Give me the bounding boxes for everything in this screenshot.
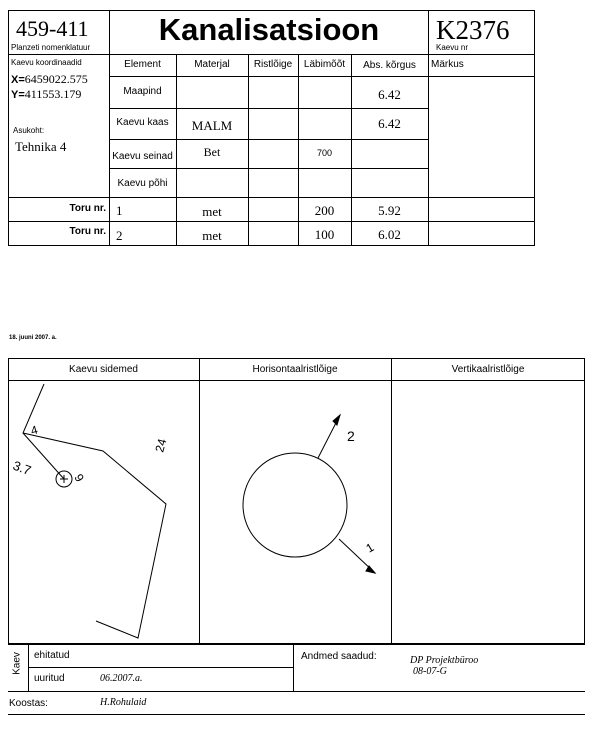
sketch-label: 4 — [29, 422, 40, 438]
row-element: Kaevu kaas — [116, 117, 169, 128]
pipe-number: 1 — [116, 203, 123, 218]
row-height: 6.42 — [378, 87, 401, 102]
sketch-label: 24 — [152, 437, 170, 454]
compiled-value: H.Rohulaid — [100, 697, 147, 708]
col-header-material: Materjal — [194, 59, 230, 70]
pipe-number: 2 — [116, 228, 123, 243]
source-value-line2: 08-07-G — [413, 666, 447, 677]
location-label: Asukoht: — [13, 126, 45, 135]
page-title: Kanalisatsioon — [158, 12, 380, 47]
well-number-value: K2376 — [436, 15, 510, 45]
surveyed-label: uuritud — [34, 673, 65, 684]
well-side-label: Kaev — [11, 652, 23, 675]
pipe-label: Toru nr. — [69, 226, 106, 237]
row-height: 6.42 — [378, 116, 401, 131]
pipe-label: Toru nr. — [69, 203, 106, 214]
row-element: Kaevu seinad — [112, 151, 173, 162]
coordinates-label: Kaevu koordinaadid — [11, 58, 82, 67]
pipe-diameter: 100 — [314, 227, 335, 242]
panel-title-vertical: Vertikaalristlõige — [451, 364, 525, 375]
well-circle — [243, 453, 347, 557]
built-label: ehitatud — [34, 650, 70, 661]
row-material: Bet — [203, 145, 221, 159]
nomenclature-label: Planzeti nomenklatuur — [11, 43, 91, 52]
nomenclature-value: 459-411 — [16, 16, 89, 41]
connections-sketch — [8, 381, 199, 643]
source-label: Andmed saadud: — [301, 651, 377, 662]
col-header-element: Element — [124, 59, 161, 70]
pipe-diameter: 200 — [314, 203, 335, 218]
pipe-height: 6.02 — [378, 227, 401, 242]
col-header-cross-section: Ristlõige — [253, 59, 293, 70]
sketch-label: 3.7 — [10, 457, 34, 479]
col-header-notes: Märkus — [431, 59, 464, 70]
row-material: MALM — [191, 118, 233, 133]
source-value-line1: DP Projektbüroo — [410, 655, 479, 666]
pipe-height: 5.92 — [378, 203, 401, 218]
panel-title-connections: Kaevu sidemed — [69, 364, 138, 375]
coordinate-x: X=6459022.575 — [11, 72, 88, 86]
horizontal-section-sketch — [199, 381, 391, 643]
compiled-label: Koostas: — [9, 698, 48, 709]
sketch-label: 9 — [71, 471, 87, 485]
surveyed-value: 06.2007.a. — [100, 673, 143, 684]
row-element: Maapind — [123, 86, 162, 97]
pipe-material: met — [202, 204, 222, 219]
document-date: 18. juuni 2007. a. — [9, 335, 57, 341]
well-number-label: Kaevu nr — [436, 43, 469, 52]
row-diameter: 700 — [316, 148, 333, 158]
col-header-diameter: Läbimõõt — [303, 59, 346, 70]
row-element: Kaevu põhi — [117, 178, 168, 189]
pipe-material: met — [202, 228, 222, 243]
coordinate-y: Y=411553.179 — [11, 87, 82, 101]
sketch-label: 1 — [363, 540, 377, 556]
col-header-abs-height: Abs. kõrgus — [363, 60, 416, 71]
sketch-label: 2 — [347, 428, 355, 444]
panel-title-horizontal: Horisontaalristlõige — [252, 364, 338, 375]
location-value: Tehnika 4 — [15, 139, 67, 154]
